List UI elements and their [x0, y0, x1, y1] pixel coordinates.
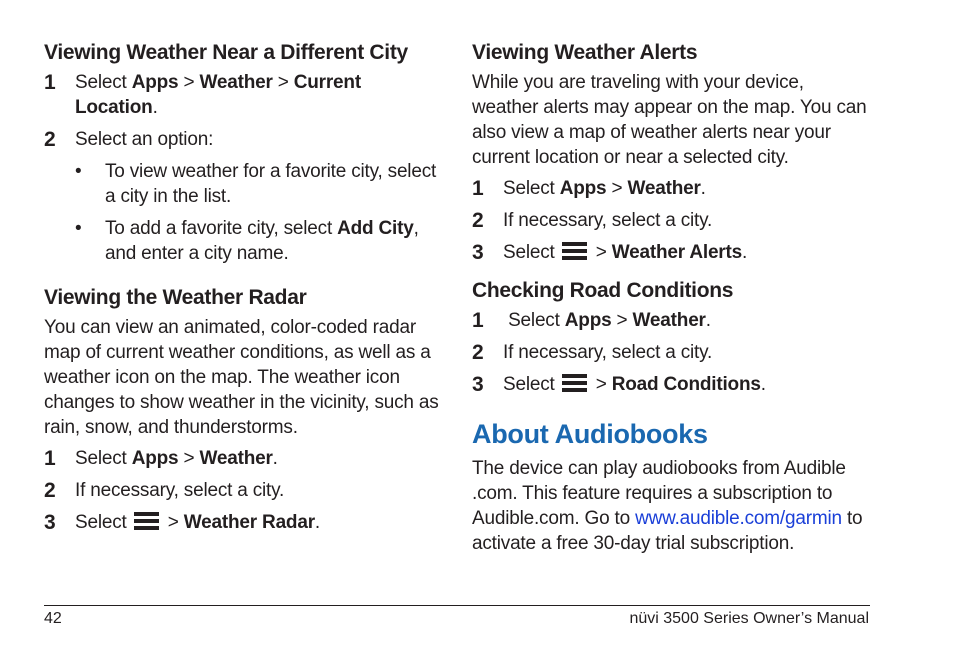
- step-3: [472, 240, 872, 265]
- step-text: Select Apps > Weather.: [503, 310, 711, 331]
- step-text: Select Apps > Weather > Current Location.: [75, 72, 361, 118]
- step-text: Select Apps > Weather.: [503, 178, 706, 199]
- bullet-mark: •: [75, 218, 82, 239]
- heading-about-audiobooks: About Audiobooks: [472, 419, 708, 449]
- step-number: 1: [472, 177, 484, 200]
- heading-road-conditions: Checking Road Conditions: [472, 279, 734, 302]
- step-number: 2: [44, 128, 56, 151]
- heading-weather-different-city: Viewing Weather Near a Different City: [44, 41, 408, 64]
- step-2: [44, 478, 444, 503]
- step-text: If necessary, select a city.: [75, 480, 285, 501]
- audible-link[interactable]: www.audible.com/garmin: [635, 508, 842, 529]
- menu-icon: [134, 512, 159, 530]
- paragraph: You can view an animated, color-coded radar map of current weather conditions, as well as a weather icon on the map. The weather icon changes to show weather in the vicinity, such as rain, snow, and thunderstorms.: [44, 317, 439, 438]
- step-2: [44, 127, 444, 152]
- bullet-mark: •: [75, 161, 82, 182]
- step-number: 3: [472, 373, 484, 396]
- step-text: Select > Weather Alerts.: [503, 242, 748, 263]
- step-text: Select Apps > Weather.: [75, 448, 278, 469]
- step-text: If necessary, select a city.: [503, 210, 713, 231]
- step-number: 2: [472, 341, 484, 364]
- step-1: [44, 70, 444, 120]
- page-number: 42: [44, 610, 62, 627]
- bullet-text: To view weather for a favorite city, select a city in the list.: [105, 161, 437, 207]
- footer-divider: [44, 605, 870, 606]
- bullet-text: To add a favorite city, select Add City, and enter a city name.: [105, 218, 419, 264]
- menu-icon: [562, 242, 587, 260]
- step-number: 3: [472, 241, 484, 264]
- right-column: [472, 40, 872, 562]
- menu-icon: [562, 374, 587, 392]
- step-number: 1: [472, 309, 484, 332]
- step-1: [44, 446, 444, 471]
- bullet-item: [75, 216, 444, 266]
- step-number: 1: [44, 447, 56, 470]
- step-text: Select an option:: [75, 129, 214, 150]
- bullet-item: [75, 159, 444, 209]
- step-number: 2: [472, 209, 484, 232]
- step-2: [472, 208, 872, 233]
- step-3: [44, 510, 444, 535]
- heading-weather-radar: Viewing the Weather Radar: [44, 286, 307, 309]
- heading-weather-alerts: Viewing Weather Alerts: [472, 41, 698, 64]
- manual-title: nüvi 3500 Series Owner’s Manual: [629, 610, 869, 627]
- step-text: Select > Weather Radar.: [75, 512, 320, 533]
- step-1: [472, 176, 872, 201]
- step-number: 2: [44, 479, 56, 502]
- step-number: 1: [44, 71, 56, 94]
- step-number: 3: [44, 511, 56, 534]
- paragraph: The device can play audiobooks from Audible .com. This feature requires a subscription to Audible.com. Go to www.audible.com/garmin to activate a free 30-day trial subscription.: [472, 458, 863, 554]
- step-3: [472, 372, 872, 397]
- step-text: If necessary, select a city.: [503, 342, 713, 363]
- paragraph: While you are traveling with your device, weather alerts may appear on the map. You can also view a map of weather alerts near your current location or near a selected city.: [472, 72, 867, 168]
- step-1: [472, 308, 872, 333]
- left-column: [44, 40, 444, 542]
- step-text: Select > Road Conditions.: [503, 374, 766, 395]
- step-2: [472, 340, 872, 365]
